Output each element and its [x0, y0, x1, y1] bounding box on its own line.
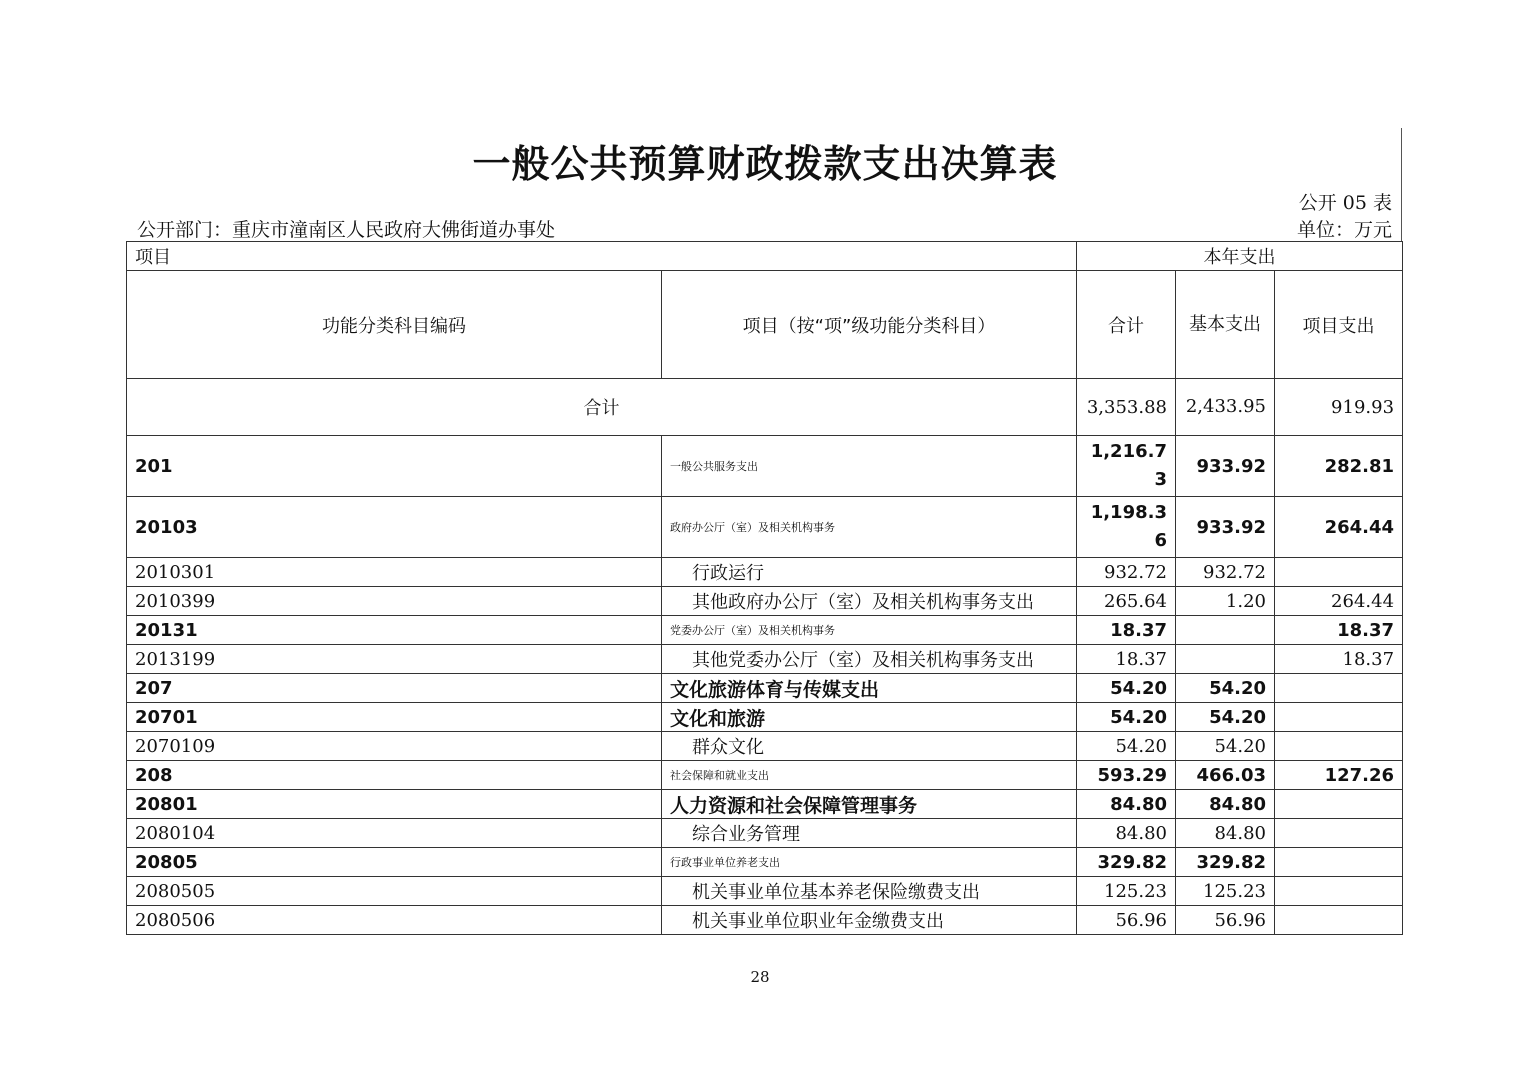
total-basic: 2,433.95 [1176, 379, 1275, 436]
row-name: 群众文化 [662, 732, 1077, 761]
table-row [127, 819, 1403, 848]
table-row [127, 645, 1403, 674]
row-basic: 125.23 [1176, 877, 1275, 906]
row-code: 20805 [127, 848, 662, 877]
row-name: 行政运行 [662, 558, 1077, 587]
table-row [127, 558, 1403, 587]
page-number: 28 [750, 968, 770, 986]
row-project [1275, 819, 1403, 848]
row-total: 54.20 [1077, 732, 1176, 761]
row-total: 1,216.73 [1077, 436, 1176, 497]
form-number: 公开 05 表 [1298, 192, 1392, 214]
row-code: 20801 [127, 790, 662, 819]
row-basic: 54.20 [1176, 703, 1275, 732]
row-name: 其他党委办公厅（室）及相关机构事务支出 [662, 645, 1077, 674]
row-total: 54.20 [1077, 703, 1176, 732]
row-code: 20131 [127, 616, 662, 645]
row-basic [1176, 616, 1275, 645]
table-row [127, 497, 1403, 558]
row-total: 54.20 [1077, 674, 1176, 703]
row-code: 201 [127, 436, 662, 497]
row-name: 行政事业单位养老支出 [662, 848, 1077, 877]
table-row [127, 848, 1403, 877]
row-code: 2010301 [127, 558, 662, 587]
row-name: 机关事业单位基本养老保险缴费支出 [662, 877, 1077, 906]
row-name: 党委办公厅（室）及相关机构事务 [662, 616, 1077, 645]
row-total: 84.80 [1077, 819, 1176, 848]
row-code: 20103 [127, 497, 662, 558]
header-project: 项目支出 [1275, 271, 1403, 379]
row-name: 文化旅游体育与传媒支出 [662, 674, 1077, 703]
total-label: 合计 [127, 379, 1077, 436]
header-item: 项目 [127, 242, 1077, 271]
header-code: 功能分类科目编码 [127, 271, 662, 379]
row-basic: 84.80 [1176, 790, 1275, 819]
row-basic: 56.96 [1176, 906, 1275, 935]
row-basic: 932.72 [1176, 558, 1275, 587]
header-current-year: 本年支出 [1077, 242, 1403, 271]
row-total: 125.23 [1077, 877, 1176, 906]
row-code: 2080505 [127, 877, 662, 906]
row-project [1275, 703, 1403, 732]
total-project: 919.93 [1275, 379, 1403, 436]
page-title: 一般公共预算财政拨款支出决算表 [472, 142, 1058, 186]
row-project [1275, 877, 1403, 906]
row-basic: 329.82 [1176, 848, 1275, 877]
row-name: 人力资源和社会保障管理事务 [662, 790, 1077, 819]
row-project [1275, 790, 1403, 819]
row-total: 84.80 [1077, 790, 1176, 819]
table-row [127, 877, 1403, 906]
row-name: 社会保障和就业支出 [662, 761, 1077, 790]
row-name: 其他政府办公厅（室）及相关机构事务支出 [662, 587, 1077, 616]
table-row [127, 703, 1403, 732]
row-name: 政府办公厅（室）及相关机构事务 [662, 497, 1077, 558]
row-code: 2070109 [127, 732, 662, 761]
row-project: 282.81 [1275, 436, 1403, 497]
row-project: 264.44 [1275, 587, 1403, 616]
row-code: 2080506 [127, 906, 662, 935]
row-basic: 54.20 [1176, 674, 1275, 703]
row-total: 18.37 [1077, 616, 1176, 645]
row-basic: 54.20 [1176, 732, 1275, 761]
row-code: 2013199 [127, 645, 662, 674]
row-code: 20701 [127, 703, 662, 732]
table-row [127, 616, 1403, 645]
row-total: 329.82 [1077, 848, 1176, 877]
row-total: 932.72 [1077, 558, 1176, 587]
row-name: 一般公共服务支出 [662, 436, 1077, 497]
row-basic: 933.92 [1176, 497, 1275, 558]
row-project: 264.44 [1275, 497, 1403, 558]
row-code: 207 [127, 674, 662, 703]
row-project [1275, 732, 1403, 761]
row-project: 18.37 [1275, 616, 1403, 645]
row-project: 127.26 [1275, 761, 1403, 790]
table-row [127, 732, 1403, 761]
row-basic: 933.92 [1176, 436, 1275, 497]
expenditure-table [126, 241, 1403, 935]
row-basic [1176, 645, 1275, 674]
row-total: 56.96 [1077, 906, 1176, 935]
row-project [1275, 558, 1403, 587]
header-basic: 基本支出 [1176, 271, 1275, 379]
row-project [1275, 674, 1403, 703]
row-code: 208 [127, 761, 662, 790]
row-total: 18.37 [1077, 645, 1176, 674]
row-basic: 466.03 [1176, 761, 1275, 790]
row-code: 2010399 [127, 587, 662, 616]
row-project [1275, 848, 1403, 877]
row-total: 593.29 [1077, 761, 1176, 790]
row-name: 综合业务管理 [662, 819, 1077, 848]
row-project [1275, 906, 1403, 935]
row-basic: 1.20 [1176, 587, 1275, 616]
table-row [127, 674, 1403, 703]
row-basic: 84.80 [1176, 819, 1275, 848]
unit-label: 单位：万元 [1296, 219, 1392, 241]
header-total: 合计 [1077, 271, 1176, 379]
header-name: 项目（按“项”级功能分类科目） [662, 271, 1077, 379]
department-label: 公开部门：重庆市潼南区人民政府大佛街道办事处 [137, 219, 556, 241]
total-total: 3,353.88 [1077, 379, 1176, 436]
table-row [127, 790, 1403, 819]
row-code: 2080104 [127, 819, 662, 848]
row-name: 文化和旅游 [662, 703, 1077, 732]
row-project: 18.37 [1275, 645, 1403, 674]
table-row-total [127, 379, 1403, 436]
table-row [127, 587, 1403, 616]
table-row [127, 906, 1403, 935]
row-name: 机关事业单位职业年金缴费支出 [662, 906, 1077, 935]
table-row [127, 436, 1403, 497]
table-row [127, 761, 1403, 790]
row-total: 1,198.36 [1077, 497, 1176, 558]
row-total: 265.64 [1077, 587, 1176, 616]
